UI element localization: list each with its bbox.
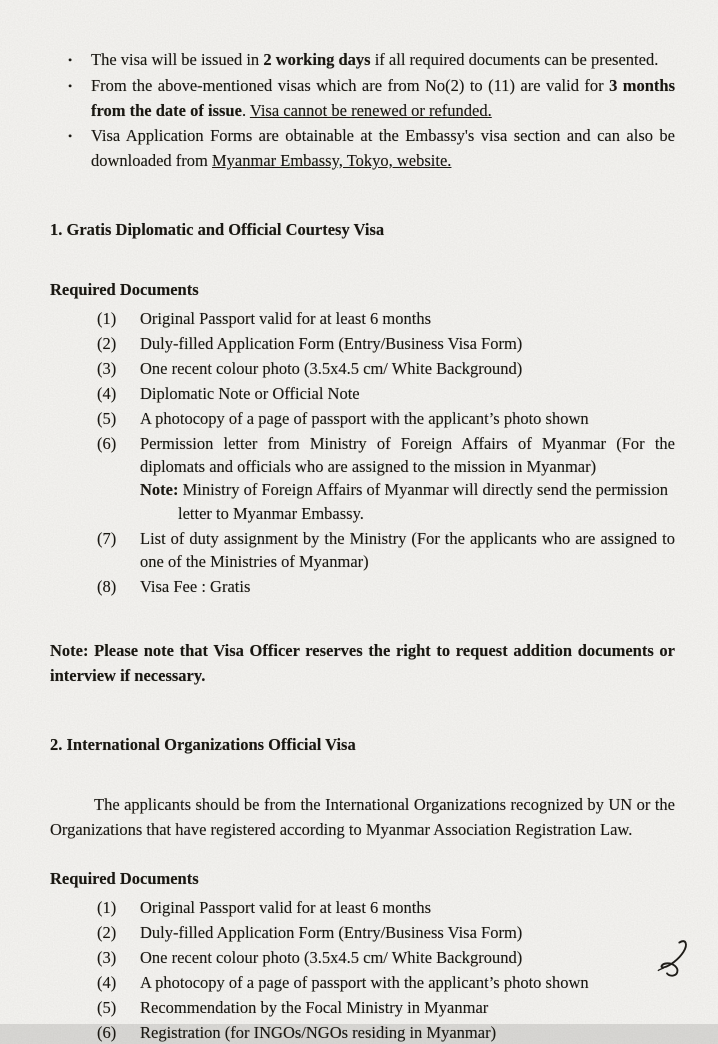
bullet-icon: •	[68, 124, 91, 174]
text-segment: A photocopy of a page of passport with the applicant’s photo shown	[140, 973, 589, 992]
item-note	[140, 478, 675, 524]
text-segment: Registration (for INGOs/NGOs residing in Myanmar)	[140, 1023, 496, 1042]
text-segment: 2 working days	[263, 50, 370, 69]
text-segment: if all required documents can be presented.	[371, 50, 659, 69]
item-note-label: Note:	[140, 480, 178, 499]
item-number: (4)	[97, 971, 140, 994]
item-number: (5)	[97, 407, 140, 430]
text-segment: Duly-filled Application Form (Entry/Business Visa Form)	[140, 923, 522, 942]
document-list-item	[97, 971, 675, 994]
intro-bullet-item	[68, 74, 675, 124]
item-text	[140, 357, 675, 380]
handwritten-initial-icon	[653, 934, 693, 994]
item-note-text: Ministry of Foreign Affairs of Myanmar will directly send the permission letter to Myanmar Embassy.	[178, 480, 668, 522]
document-list-item	[97, 527, 675, 573]
document-list-item	[97, 1021, 675, 1044]
text-segment: Original Passport valid for at least 6 months	[140, 898, 431, 917]
item-text	[140, 921, 675, 944]
section-heading: 2. International Organizations Official Visa	[50, 735, 675, 755]
visa-sections	[50, 220, 675, 1044]
text-segment: A photocopy of a page of passport with the applicant’s photo shown	[140, 409, 589, 428]
text-segment: Duly-filled Application Form (Entry/Business Visa Form)	[140, 334, 522, 353]
document-list-item	[97, 575, 675, 598]
document-list-item	[97, 307, 675, 330]
text-segment: Original Passport valid for at least 6 months	[140, 309, 431, 328]
text-segment: .	[242, 101, 250, 120]
document-list-item	[97, 382, 675, 405]
item-number: (7)	[97, 527, 140, 573]
item-number: (6)	[97, 432, 140, 478]
document-list-item	[97, 332, 675, 355]
document-list-item	[97, 946, 675, 969]
item-text	[140, 332, 675, 355]
bullet-text	[91, 124, 675, 174]
item-text	[140, 971, 675, 994]
document-list-item	[97, 407, 675, 430]
document-list-item	[97, 357, 675, 380]
text-segment: One recent colour photo (3.5x4.5 cm/ White Background)	[140, 948, 522, 967]
bullet-text	[91, 74, 675, 124]
document-list-item	[97, 996, 675, 1019]
intro-bullet-list	[68, 48, 675, 174]
item-number: (2)	[97, 332, 140, 355]
item-text	[140, 946, 675, 969]
item-number: (8)	[97, 575, 140, 598]
item-number: (1)	[97, 896, 140, 919]
section-heading: 1. Gratis Diplomatic and Official Courtesy Visa	[50, 220, 675, 240]
section-note: Note: Please note that Visa Officer reserves the right to request addition documents or interview if necessary.	[50, 638, 675, 689]
required-documents-label: Required Documents	[50, 280, 675, 300]
item-text	[140, 527, 675, 573]
text-segment: Visa cannot be renewed or refunded.	[250, 101, 492, 120]
text-segment: Recommendation by the Focal Ministry in Myanmar	[140, 998, 488, 1017]
intro-bullet-item	[68, 48, 675, 73]
required-documents-label: Required Documents	[50, 869, 675, 889]
visa-section	[50, 735, 675, 1044]
item-text	[140, 996, 675, 1019]
text-segment: 3 months from the date of issue	[91, 76, 675, 120]
text-segment: Visa Application Forms are obtainable at the Embassy's visa section and can also be downloaded from	[91, 126, 675, 170]
item-text	[140, 896, 675, 919]
item-text	[140, 1021, 675, 1044]
text-segment: The visa will be issued in	[91, 50, 263, 69]
document-list-item	[97, 432, 675, 524]
document-list	[97, 896, 675, 1044]
item-number: (4)	[97, 382, 140, 405]
bullet-icon: •	[68, 48, 91, 73]
text-segment: Myanmar Embassy, Tokyo, website.	[212, 151, 451, 170]
item-number: (3)	[97, 946, 140, 969]
bullet-text	[91, 48, 675, 73]
item-number: (5)	[97, 996, 140, 1019]
item-number: (2)	[97, 921, 140, 944]
text-segment: From the above-mentioned visas which are from No(2) to (11) are valid for	[91, 76, 609, 95]
item-text	[140, 382, 675, 405]
item-text	[140, 575, 675, 598]
document-list	[97, 307, 675, 598]
visa-section	[50, 220, 675, 689]
item-number: (1)	[97, 307, 140, 330]
text-segment: Permission letter from Ministry of Foreign Affairs of Myanmar (For the diplomats and officials who are assigned to the mission in Myanmar)	[140, 434, 675, 476]
document-list-item	[97, 896, 675, 919]
text-segment: Visa Fee : Gratis	[140, 577, 250, 596]
intro-bullet-item	[68, 124, 675, 174]
item-number: (6)	[97, 1021, 140, 1044]
bullet-icon: •	[68, 74, 91, 124]
section-intro-paragraph: The applicants should be from the International Organizations recognized by UN or the Organizations that have registered according to Myanmar Association Registration Law.	[50, 793, 675, 843]
item-number: (3)	[97, 357, 140, 380]
text-segment: One recent colour photo (3.5x4.5 cm/ White Background)	[140, 359, 522, 378]
document-list-item	[97, 921, 675, 944]
item-text	[140, 307, 675, 330]
item-text	[140, 407, 675, 430]
text-segment: List of duty assignment by the Ministry (For the applicants who are assigned to one of the Ministries of Myanmar)	[140, 529, 675, 571]
text-segment: Diplomatic Note or Official Note	[140, 384, 360, 403]
item-text	[140, 432, 675, 478]
